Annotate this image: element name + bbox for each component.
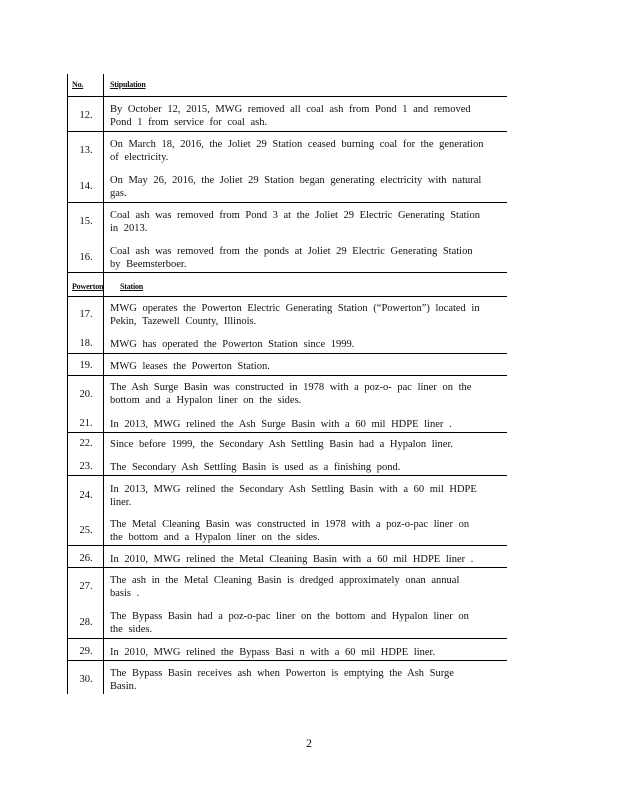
stipulation-text: MWG leases the Powerton Station. <box>110 361 270 372</box>
page-number: 2 <box>306 736 312 750</box>
row-number: 20. <box>79 389 93 400</box>
stipulation-text: The Secondary Ash Settling Basin is used as a finishing pond. <box>110 462 401 473</box>
row-rule <box>67 272 507 273</box>
stipulation-text: MWG has operated the Powerton Station since 1999. <box>110 339 355 350</box>
row-rule <box>67 638 507 639</box>
section-rule <box>67 296 507 297</box>
stipulation-text: The Metal Cleaning Basin was constructed in 1978 with a poz-o-pac liner on the bottom and a Hypalon liner on the sides. <box>110 519 470 543</box>
stipulation-text: In 2010, MWG relined the Bypass Basi n with a 60 mil HDPE liner. <box>110 647 436 658</box>
row-number: 19. <box>79 360 93 371</box>
stipulation-text: In 2013, MWG relined the Ash Surge Basin with a 60 mil HDPE liner . <box>110 419 452 430</box>
row-number: 17. <box>79 309 93 320</box>
section-header-right: Station <box>120 282 144 291</box>
stipulation-text: In 2010, MWG relined the Metal Cleaning Basin with a 60 mil HDPE liner . <box>110 554 474 565</box>
row-number: 16. <box>79 252 93 263</box>
row-rule <box>67 353 507 354</box>
stipulation-text: The Ash Surge Basin was constructed in 1978 with a poz-o- pac liner on the bottom and a Hypalon liner on the sides. <box>110 382 472 406</box>
row-rule <box>67 432 507 433</box>
table-left-border <box>67 74 68 694</box>
stipulation-text: On May 26, 2016, the Joliet 29 Station began generating electricity with natural gas. <box>110 175 482 199</box>
stipulation-text: By October 12, 2015, MWG removed all coal ash from Pond 1 and removed Pond 1 from service for coal ash. <box>110 104 471 128</box>
header-rule <box>67 96 507 97</box>
row-number: 28. <box>79 617 93 628</box>
stipulation-text: On March 18, 2016, the Joliet 29 Station ceased burning coal for the generation of electricity. <box>110 139 484 163</box>
row-number: 15. <box>79 216 93 227</box>
row-rule <box>67 567 507 568</box>
stipulation-text: Coal ash was removed from Pond 3 at the Joliet 29 Electric Generating Station in 2013. <box>110 210 480 234</box>
row-number: 23. <box>79 461 93 472</box>
column-header-stipulation: Stipulation <box>110 80 146 89</box>
section-header-left: Powerton <box>72 282 104 291</box>
stipulation-text: The Bypass Basin receives ash when Powerton is emptying the Ash Surge Basin. <box>110 668 454 692</box>
row-number: 22. <box>79 438 93 449</box>
stipulation-text: Coal ash was removed from the ponds at Joliet 29 Electric Generating Station by Beemsterboer. <box>110 246 473 270</box>
row-number: 12. <box>79 110 93 121</box>
row-rule <box>67 475 507 476</box>
row-number: 27. <box>79 581 93 592</box>
row-number: 29. <box>79 646 93 657</box>
row-number: 21. <box>79 418 93 429</box>
column-header-no: No. <box>72 80 84 89</box>
row-rule <box>67 131 507 132</box>
row-rule <box>67 375 507 376</box>
row-rule <box>67 660 507 661</box>
stipulation-text: MWG operates the Powerton Electric Generating Station (“Powerton”) located in Pekin, Tazewell County, Illinois. <box>110 303 480 327</box>
stipulation-text: The ash in the Metal Cleaning Basin is dredged approximately onan annual basis . <box>110 575 460 599</box>
stipulation-text: The Bypass Basin had a poz-o-pac liner on the bottom and Hypalon liner on the sides. <box>110 611 469 635</box>
table-column-divider <box>103 74 104 694</box>
row-number: 26. <box>79 553 93 564</box>
stipulation-text: In 2013, MWG relined the Secondary Ash Settling Basin with a 60 mil HDPE liner. <box>110 484 477 508</box>
row-rule <box>67 545 507 546</box>
row-number: 18. <box>79 338 93 349</box>
row-number: 24. <box>79 490 93 501</box>
row-number: 25. <box>79 525 93 536</box>
row-rule <box>67 202 507 203</box>
stipulation-text: Since before 1999, the Secondary Ash Settling Basin had a Hypalon liner. <box>110 439 453 450</box>
row-number: 14. <box>79 181 93 192</box>
row-number: 30. <box>79 674 93 685</box>
row-number: 13. <box>79 145 93 156</box>
